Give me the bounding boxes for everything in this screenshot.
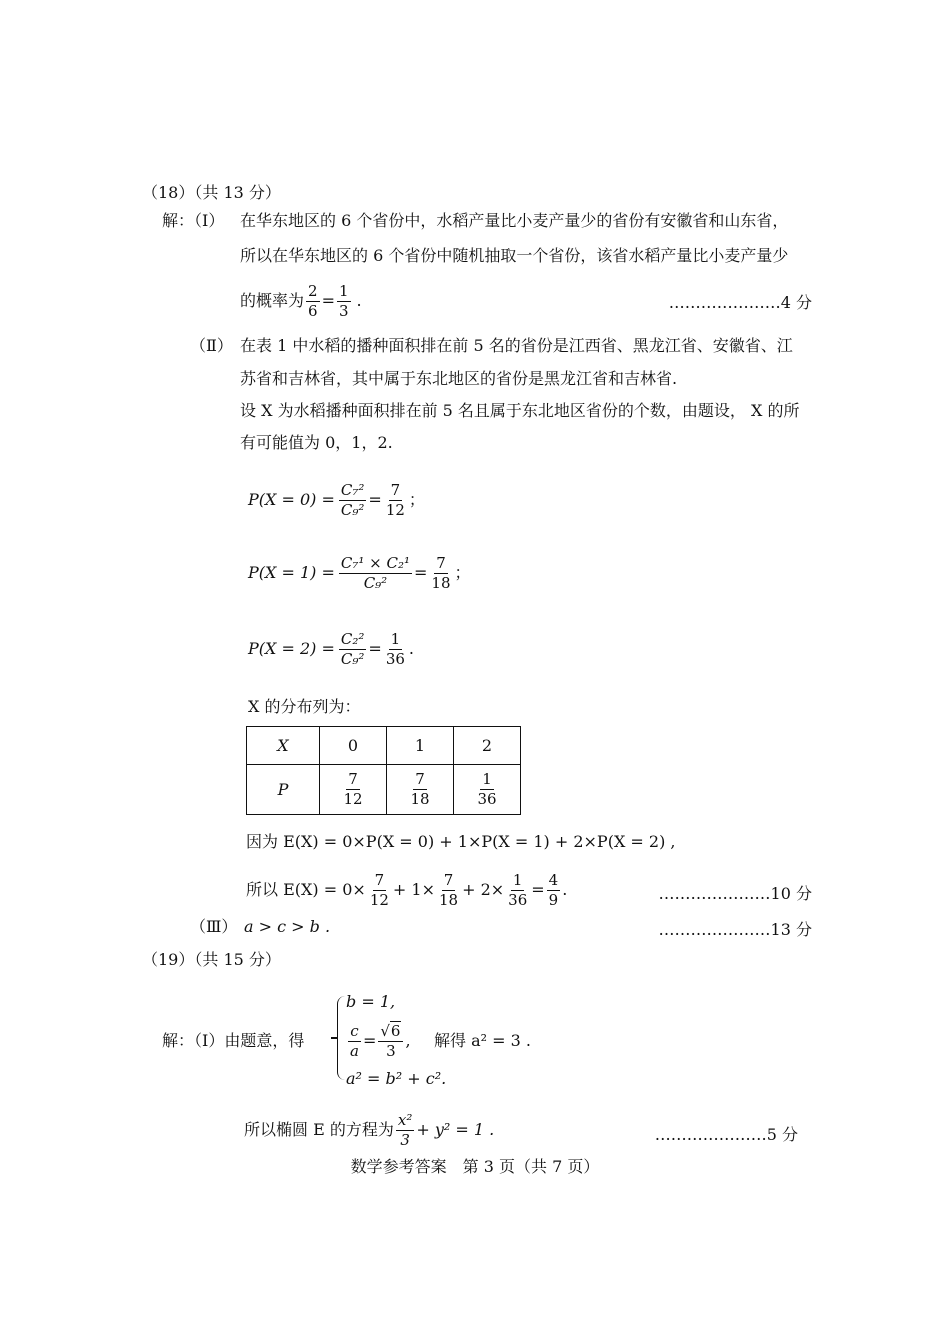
table-cell: 1 (387, 727, 454, 765)
system-eq3: a² = b² + c². (346, 1069, 447, 1088)
system-brace-tip (331, 1037, 337, 1039)
ellipse-equation: 所以椭圆 E 的方程为 $\frac{\text{x²}}{3}$ + y² = 1 . (244, 1110, 495, 1149)
q18-part3-prefix: （Ⅲ） (190, 917, 238, 936)
q18-part1-line1: 在华东地区的 6 个省份中，水稻产量比小麦产量少的省份有安徽省和山东省， (240, 211, 789, 230)
q18-part2-line1: 在表 1 中水稻的播种面积排在前 5 名的省份是江西省、黑龙江省、安徽省、江 (240, 336, 793, 355)
q18-part2-line2: 苏省和吉林省，其中属于东北地区的省份是黑龙江省和吉林省. (240, 369, 678, 388)
table-cell: $\frac{7}{18}$ (387, 765, 454, 815)
distribution-table (246, 726, 521, 815)
q18-part2-line3: 设 X 为水稻播种面积排在前 5 名且属于东北地区省份的个数，由题设， X 的所 (240, 401, 800, 420)
score-13: …………………13 分 (658, 920, 812, 939)
q19-header: （19）（共 15 分） (142, 950, 281, 969)
table-cell: 2 (454, 727, 521, 765)
table-row (247, 765, 521, 815)
q18-part1-prefix: 解：（Ⅰ） (162, 211, 225, 230)
q19-solution-prefix: 解：（Ⅰ）由题意，得 (162, 1031, 305, 1050)
score-4: …………………4 分 (668, 293, 812, 312)
table-cell: X (247, 727, 320, 765)
system-eq2: $\frac{c}{a}$ = $\frac{√6}{3}$ , (350, 1021, 411, 1060)
eq-p-x1: P(X = 1) = $\frac{\text{C₇¹ × C₂¹}}{\text{C₉²}}$ = $\frac{7}{18}$ ； (248, 553, 471, 592)
system-brace (337, 996, 346, 1080)
fraction-2-6: $\frac{2}{6}$ (308, 281, 318, 320)
page-footer: 数学参考答案 第 3 页（共 7 页） (350, 1157, 600, 1176)
table-cell: 0 (320, 727, 387, 765)
score-10: …………………10 分 (658, 884, 812, 903)
q18-part2-line4: 有可能值为 0，1，2. (240, 433, 393, 452)
expectation-calc: 所以 E(X) = 0× $\frac{7}{12}$ + 1× $\frac{7}{18}$ + 2× $\frac{1}{36}$ = $\frac{4}{9}$ . (246, 870, 568, 909)
distribution-caption: X 的分布列为： (248, 697, 361, 716)
q18-header: （18）（共 13 分） (142, 183, 281, 202)
table-cell: $\frac{1}{36}$ (454, 765, 521, 815)
eq-p-x0: P(X = 0) = $\frac{\text{C₇²}}{\text{C₉²}}$ = $\frac{7}{12}$ ； (248, 480, 425, 519)
expectation-def: 因为 E(X) = 0×P(X = 0) + 1×P(X = 1) + 2×P(X = 2) , (246, 832, 676, 851)
q18-part3-answer: a > c > b . (244, 917, 331, 936)
score-5: …………………5 分 (654, 1125, 798, 1144)
table-cell: $\frac{7}{12}$ (320, 765, 387, 815)
table-cell: P (247, 765, 320, 815)
q18-part1-line2: 所以在华东地区的 6 个省份中随机抽取一个省份，该省水稻产量比小麦产量少 (240, 246, 789, 265)
eq-p-x2: P(X = 2) = $\frac{\text{C₂²}}{\text{C₉²}}$ = $\frac{1}{36}$ . (248, 629, 414, 668)
probability-label: 的概率为 (240, 291, 305, 310)
system-eq1: b = 1, (346, 992, 396, 1011)
fraction-1-3: $\frac{1}{3}$ (338, 281, 349, 320)
solve-result: 解得 a² = 3 . (434, 1031, 531, 1050)
q18-part1-probability: 的概率为 $\frac{2}{6}$ = $\frac{1}{3}$ . (240, 281, 362, 320)
q18-part2-prefix: （Ⅱ） (190, 336, 233, 355)
table-row (247, 727, 521, 765)
